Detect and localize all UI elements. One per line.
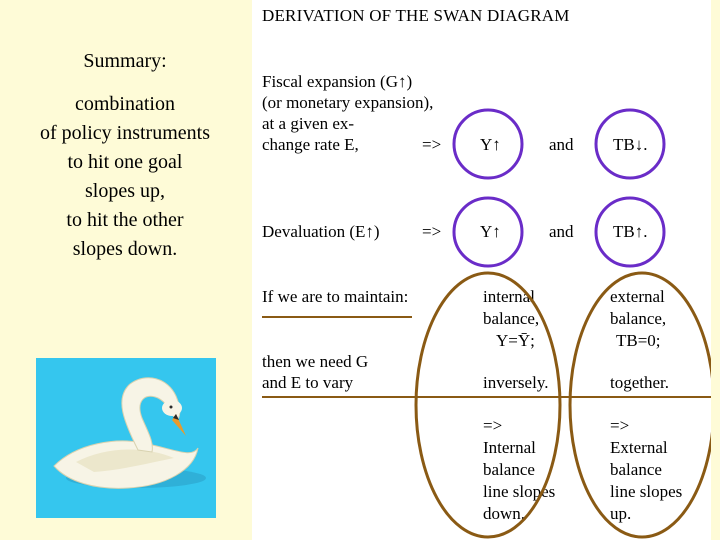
need-line: then we need G <box>262 352 369 371</box>
need-line: and E to vary <box>262 373 354 392</box>
external-conclusion-line: up. <box>610 504 632 523</box>
swan-icon <box>36 358 216 518</box>
external-conclusion-line: External <box>610 438 668 457</box>
internal-conclusion-line: line slopes <box>483 482 556 501</box>
trade-balance-down: TB↓. <box>613 135 648 154</box>
maintain-label: If we are to maintain: <box>262 287 409 306</box>
summary-body <box>0 90 250 264</box>
internal-conclusion-line: down. <box>483 504 526 523</box>
implies-arrow: => <box>422 135 442 154</box>
trade-balance-circle <box>596 110 664 178</box>
swan-image <box>36 358 216 518</box>
external-balance-condition: TB=0; <box>616 331 661 350</box>
internal-balance-line: internal <box>483 287 535 306</box>
internal-conclusion-line: Internal <box>483 438 536 457</box>
and-label: and <box>549 135 574 154</box>
internal-balance-condition: Y=Ȳ; <box>496 331 535 350</box>
external-balance-ellipse <box>570 273 712 537</box>
swan-derivation-slide <box>252 0 712 540</box>
internal-conclusion-line: balance <box>483 460 535 479</box>
output-up: Y↑ <box>480 135 501 154</box>
inversely-label: inversely. <box>483 373 549 392</box>
right-margin <box>711 0 720 540</box>
fiscal-line: at a given ex- <box>262 114 355 133</box>
internal-balance-ellipse <box>416 273 560 537</box>
devaluation-label: Devaluation (E↑) <box>262 222 380 241</box>
internal-balance-line: balance, <box>483 309 540 328</box>
fiscal-line: (or monetary expansion), <box>262 93 434 112</box>
fiscal-line: change rate E, <box>262 135 359 154</box>
external-balance-line: external <box>610 287 665 306</box>
internal-conclusion-line: => <box>483 416 503 435</box>
summary-line: to hit the other <box>66 209 184 231</box>
output-circle <box>454 110 522 178</box>
summary-line: slopes down. <box>72 238 178 260</box>
and-label: and <box>549 222 574 241</box>
trade-balance-circle-devaluation <box>596 198 664 266</box>
slide-title: DERIVATION OF THE SWAN DIAGRAM <box>262 6 570 25</box>
summary-panel <box>0 0 250 540</box>
external-conclusion-line: => <box>610 416 630 435</box>
external-balance-line: balance, <box>610 309 667 328</box>
summary-line: of policy instruments <box>40 122 210 144</box>
summary-line: to hit one goal <box>67 151 183 173</box>
annotation-overlay <box>252 0 712 540</box>
external-conclusion-line: balance <box>610 460 662 479</box>
summary-line: combination <box>75 93 175 115</box>
external-conclusion-line: line slopes <box>610 482 683 501</box>
trade-balance-up: TB↑. <box>613 222 648 241</box>
fiscal-line: Fiscal expansion (G↑) <box>262 72 413 91</box>
implies-arrow: => <box>422 222 442 241</box>
output-circle-devaluation <box>454 198 522 266</box>
together-label: together. <box>610 373 670 392</box>
summary-title: Summary: <box>83 50 167 72</box>
summary-line: slopes up, <box>85 180 165 202</box>
output-up: Y↑ <box>480 222 501 241</box>
